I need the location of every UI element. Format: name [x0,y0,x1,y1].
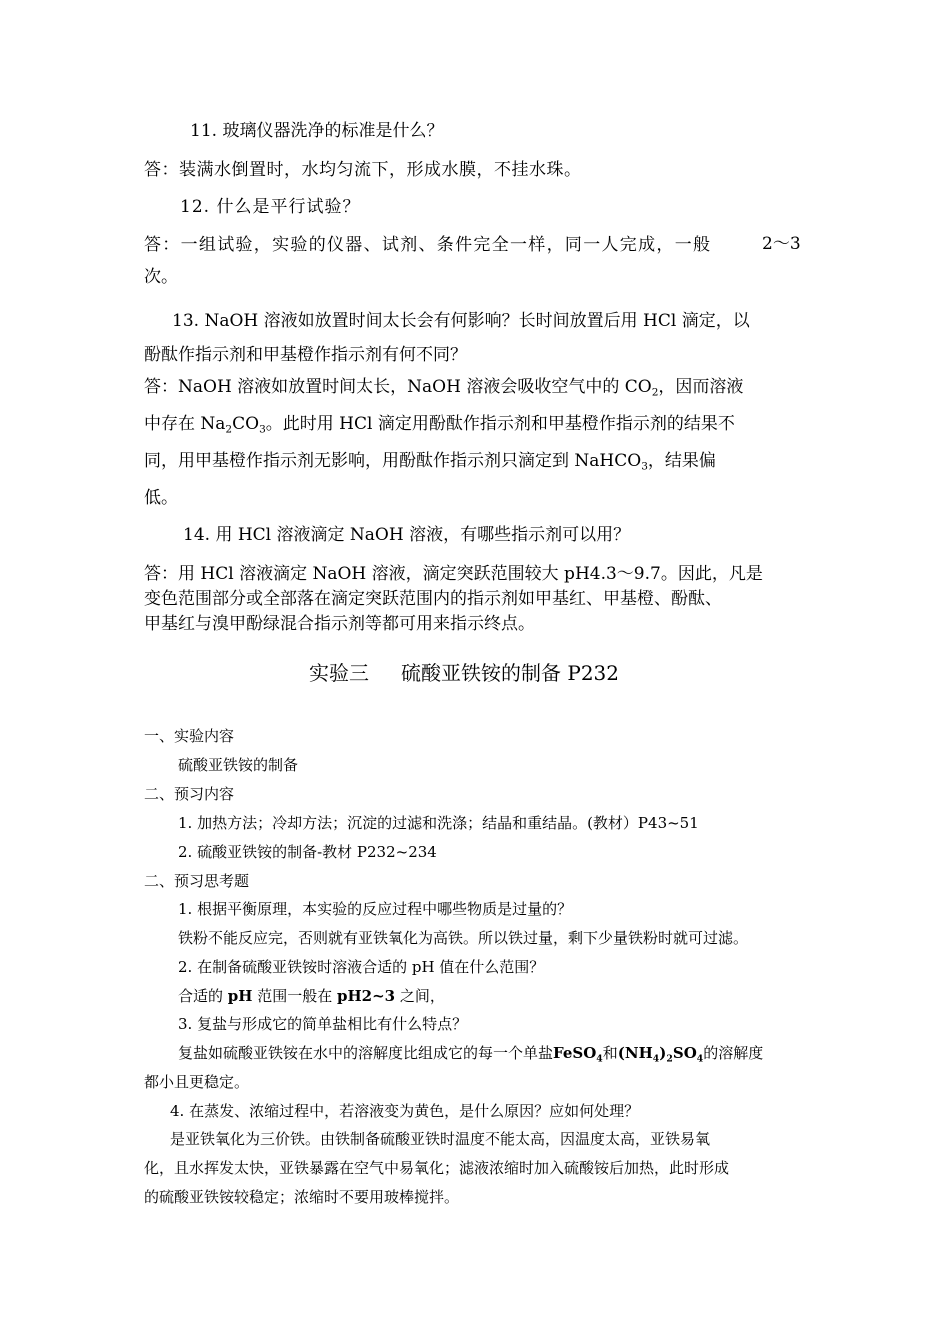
question-13-line-2: 酚酞作指示剂和甲基橙作指示剂有何不同？ [144,345,467,365]
answer-13-line-1: 答：NaOH 溶液如放置时间太长，NaOH 溶液会吸收空气中的 $CO_2$，因而溶液 [144,377,744,399]
experiment-number: 实验三 [309,661,369,685]
prep-answer-4-line-3: 的硫酸亚铁铵较稳定；浓缩时不要用玻棒搅拌。 [144,1188,460,1206]
section-2-item-2: 2. 硫酸亚铁铵的制备-教材 P232~234 [178,843,437,861]
answer-14-line-2: 变色范围部分或全部落在滴定突跃范围内的指示剂如甲基红、甲基橙、酚酞、 [144,589,722,609]
answer-11: 答：装满水倒置时，水均匀流下，形成水膜，不挂水珠。 [144,160,582,180]
section-1-heading: 一、实验内容 [144,727,235,745]
prep-answer-3-line-1: 复盐如硫酸亚铁铵在水中的溶解度比组成它的每一个单盐FeSO$_4$和$(NH_4)_2SO_4$的溶解度 [178,1044,764,1065]
answer-14-line-3: 甲基红与溴甲酚绿混合指示剂等都可用来指示终点。 [144,614,535,634]
question-13-line-1: 13. NaOH 溶液如放置时间太长会有何影响？长时间放置后用 HCl 滴定，以 [172,311,750,331]
section-1-item: 硫酸亚铁铵的制备 [178,756,299,774]
answer-12-line-2: 次。 [144,267,178,287]
question-11: 11. 玻璃仪器洗净的标准是什么？ [190,121,444,141]
prep-question-3: 3. 复盐与形成它的简单盐相比有什么特点？ [178,1015,468,1033]
answer-13-line-2: 中存在 $Na_2CO_3$。此时用 HCl 滴定用酚酞作指示剂和甲基橙作指示剂的结果不 [144,414,735,436]
experiment-title [309,663,619,683]
answer-14-line-1: 答：用 HCl 溶液滴定 NaOH 溶液，滴定突跃范围较大 pH4.3～9.7。因此，凡是 [144,564,763,584]
section-2-item-1: 1. 加热方法；冷却方法；沉淀的过滤和洗涤；结晶和重结晶。(教材）P43~51 [178,814,699,832]
answer-13-line-3: 同，用甲基橙作指示剂无影响，用酚酞作指示剂只滴定到 NaHCO$_3$，结果偏 [144,451,716,473]
prep-answer-4-line-1: 是亚铁氧化为三价铁。由铁制备硫酸亚铁时温度不能太高，因温度太高，亚铁易氧 [170,1130,711,1148]
question-12: 12. 什么是平行试验？ [180,197,361,217]
prep-question-2: 2. 在制备硫酸亚铁铵时溶液合适的 pH 值在什么范围？ [178,958,545,976]
prep-answer-3-line-2: 都小且更稳定。 [144,1073,250,1091]
answer-12-line-1: 答：一组试验，实验的仪器、试剂、条件完全一样，同一人完成，一般 [144,235,712,255]
experiment-name: 硫酸亚铁铵的制备 P232 [401,661,619,685]
question-14: 14. 用 HCl 溶液滴定 NaOH 溶液，有哪些指示剂可以用？ [183,525,631,545]
section-2-heading: 二、预习内容 [144,785,235,803]
prep-answer-4-line-2: 化，且水挥发太快，亚铁暴露在空气中易氧化；滤液浓缩时加入硫酸铵后加热，此时形成 [144,1159,730,1177]
prep-question-4: 4. 在蒸发、浓缩过程中，若溶液变为黄色，是什么原因？应如何处理？ [170,1102,640,1120]
prep-answer-1: 铁粉不能反应完，否则就有亚铁氧化为高铁。所以铁过量，剩下少量铁粉时就可过滤。 [178,929,749,947]
prep-answer-2: 合适的 pH 范围一般在 pH2~3 之间， [178,987,445,1005]
prep-question-1: 1. 根据平衡原理，本实验的反应过程中哪些物质是过量的？ [178,900,573,918]
section-3-heading: 二、预习思考题 [144,872,250,890]
answer-13-line-4: 低。 [144,488,178,508]
answer-12-overlap-text: 2～3 [762,234,801,254]
